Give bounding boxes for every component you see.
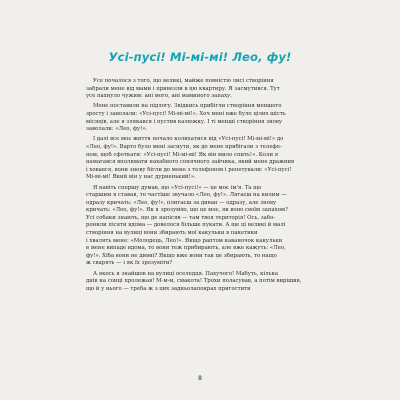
text-line: в мене випаде вдома, то вони теж прибирають, але вже кажуть: «Лео, [86, 245, 286, 252]
paragraph-2 [86, 103, 314, 133]
paragraph-1 [86, 78, 314, 101]
text-line: створіння на вулиці вони збирають мої какульки в пакетики [86, 230, 258, 237]
text-line: і ховався, вони знову бігли до мене з телефоном і репетували: «Усі-пусі! [86, 166, 292, 173]
text-line: ном, щоб сфоткати: «Усі-пусі! Мі-мі-мі! Як він мило спить!». Коли я [86, 151, 279, 158]
text-line: місяців, але я злякався і пустив калюжку. І ті менші створіння знову [86, 118, 283, 125]
body-text [86, 78, 314, 296]
text-line: фу!». Хіба вони не дивні? Якщо вже вони так це збирають, то нащо [86, 252, 277, 259]
text-line: забрали мене від мами і привезли в цю квартиру. Я засмутився. Тут [86, 85, 280, 92]
page-number: 8 [198, 375, 202, 382]
text-line: кричать: «Лео, фу!». Як я зрозумію, що це моє, як воно своїм запахом? [86, 207, 288, 214]
text-line: А якось я знайшов на вулиці оселедця. Пахучого! Мабуть, кілька [93, 270, 279, 277]
text-line: ронили пісяти вдома — довелося більше пукати. А ще ці великі й малі [86, 222, 286, 229]
paragraph-4 [86, 185, 314, 269]
text-line: заволали: «Лео, фу!». [86, 126, 148, 133]
text-line: І далі все моє життя почало колихатися від «Усі-пусі! Мі-мі-мі!» до [93, 136, 284, 143]
text-line: і хвалять мене: «Молодець, Лео!». Якщо раптом каваночок какульки [86, 237, 283, 244]
text-line: одразу кричать: «Лео, фу!», плигаєш за диван — одразу, але знову [86, 199, 277, 206]
text-line: Усі собаки знають, що де напісяв — там твоя територія! Ось, забо- [86, 214, 276, 221]
text-line: Усе почалося з того, що великі, майже повністю лисі створіння [93, 78, 274, 84]
text-line: днів на сонці пролежав! М-м-м, смакота! Трохи поласував, а потім вирішив, [86, 278, 302, 285]
text-line: Мене поставили на підлогу. Звідкись прибігли створіння меншого [93, 103, 282, 110]
text-line: «Лео, фу!». Варто було мені заснути, як до мене прибігали з телефо- [86, 143, 282, 150]
text-line: Мі-мі-мі! Який він у нас дурненький!». [86, 174, 196, 181]
text-line: усе пахнуло чужим: ані мого, ані маминого запаху. [86, 93, 232, 100]
text-line: зросту і заволали: «Усі-пусі! Мі-мі-мі!». Хоч мені вже було цілих шість [86, 110, 286, 117]
text-line: ж сварять — і як їх зрозуміти? [86, 260, 173, 267]
text-line: що й у нього — треба ж з цих задньолапокрах пригостити [86, 285, 251, 292]
text-line: старшим я ставав, то частіше звучало «Лео, фу!». Лягаєш на килим — [86, 192, 287, 199]
text-line: намагався вполювати нахабного сонячного зайчика, який мене дражнив [86, 159, 295, 166]
text-line: Я навіть спершу думав, що «Усі-пусі!» — це моє ім'я. Та що [93, 184, 262, 191]
paragraph-5 [86, 271, 314, 294]
paragraph-3 [86, 136, 314, 182]
chapter-title: Усі-пусі! Мі-мі-мі! Лео, фу! [108, 50, 292, 64]
